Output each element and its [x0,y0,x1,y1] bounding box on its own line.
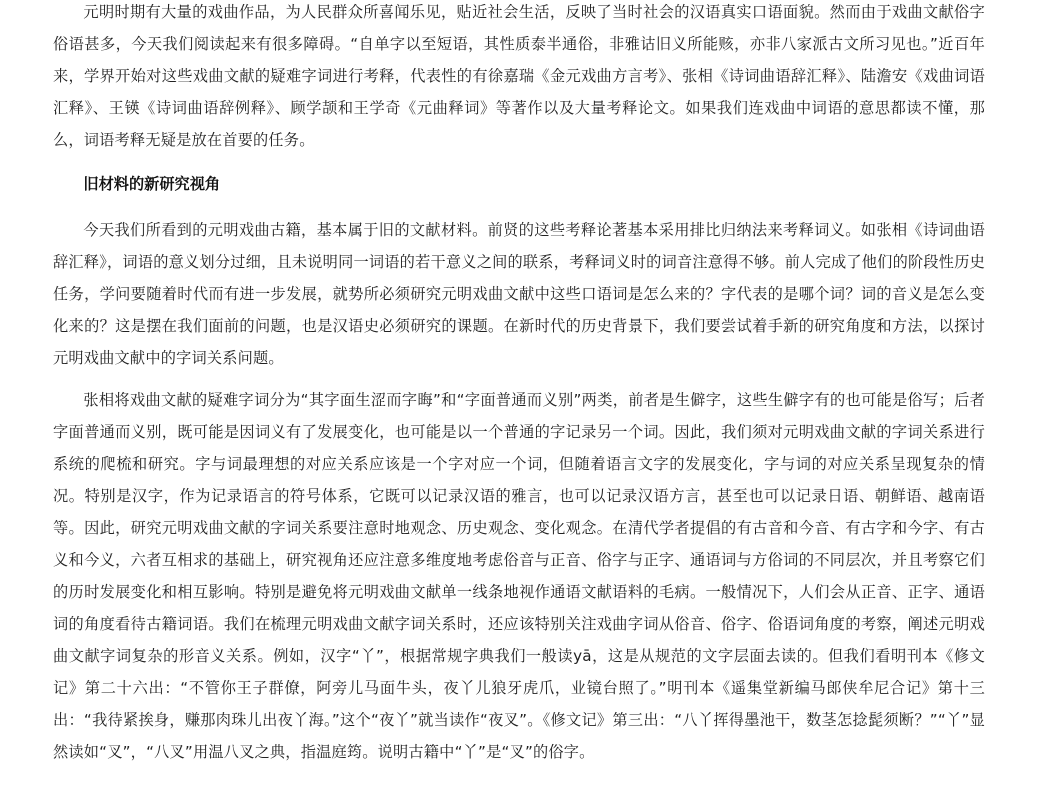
intro-paragraph: 元明时期有大量的戏曲作品，为人民群众所喜闻乐见，贴近社会生活，反映了当时社会的汉语真实口语面貌。然而由于戏曲文献俗字俗语甚多，今天我们阅读起来有很多障碍。“自单字以至短语，其性质泰半通俗，非雅诂旧义所能赅，亦非八家派古文所习见也。”近百年来，学界开始对这些戏曲文献的疑难字词进行考释，代表性的有徐嘉瑞《金元戏曲方言考》、张相《诗词曲语辞汇释》、陆澹安《戏曲词语汇释》、王锳《诗词曲语辞例释》、顾学颉和王学奇《元曲释词》等著作以及大量考释论文。如果我们连戏曲中词语的意思都读不懂，那么，词语考释无疑是放在首要的任务。 [53,3,985,149]
body-paragraph-1: 今天我们所看到的元明戏曲古籍，基本属于旧的文献材料。前贤的这些考释论著基本采用排比归纳法来考释词义。如张相《诗词曲语辞汇释》，词语的意义划分过细，且未说明同一词语的若干意义之间的联系，考释词义时的词音注意得不够。前人完成了他们的阶段性历史任务，学问要随着时代而有进一步发展，就势所必须研究元明戏曲文献中这些口语词是怎么来的？字代表的是哪个词？词的音义是怎么变化来的？这是摆在我们面前的问题，也是汉语史必须研究的课题。在新时代的历史背景下，我们要尝试着手新的研究角度和方法，以探讨元明戏曲文献中的字词关系问题。 [53,221,985,367]
body-paragraph-2: 张相将戏曲文献的疑难字词分为“其字面生涩而字晦”和“字面普通而义别”两类，前者是生僻字，这些生僻字有的也可能是俗写；后者字面普通而义别，既可能是因词义有了发展变化，也可能是以一个普通的字记录另一个词。因此，我们须对元明戏曲文献的字词关系进行系统的爬梳和研究。字与词最理想的对应关系应该是一个字对应一个词，但随着语言文字的发展变化，字与词的对应关系呈现复杂的情况。特别是汉字，作为记录语言的符号体系，它既可以记录汉语的雅言，也可以记录汉语方言，甚至也可以记录日语、朝鲜语、越南语等。因此，研究元明戏曲文献的字词关系要注意时地观念、历史观念、变化观念。在清代学者提倡的有古音和今音、有古字和今字、有古义和今义，六者互相求的基础上，研究视角还应注意多维度地考虑俗音与正音、俗字与正字、通语词与方俗词的不同层次，并且考察它们的历时发展变化和相互影响。特别是避免将元明戏曲文献单一线条地视作通语文献语料的毛病。一般情况下，人们会从正音、正字、通语词的角度看待古籍词语。我们在梳理元明戏曲文献字词关系时，还应该特别关注戏曲字词从俗音、俗字、俗语词角度的考察，阐述元明戏曲文献字词复杂的形音义关系。例如，汉字“丫”，根据常规字典我们一般读yā，这是从规范的文字层面去读的。但我们看明刊本《修文记》第二十六出：“不管你王子群僚，阿旁儿马面牛头，夜丫儿狼牙虎爪，业镜台照了。”明刊本《遥集堂新编马郎侠牟尼合记》第十三出：“我待紧挨身，赚那肉珠儿出夜丫海。”这个“夜丫”就当读作“夜叉”。《修文记》第三出：“八丫挥得墨池干，数茎怎捻髭须断？”“丫”显然读如“叉”，“八叉”用温八叉之典，指温庭筠。说明古籍中“丫”是“叉”的俗字。 [53,391,985,761]
section-heading: 旧材料的新研究视角 [83,175,221,193]
article-body [53,0,985,768]
